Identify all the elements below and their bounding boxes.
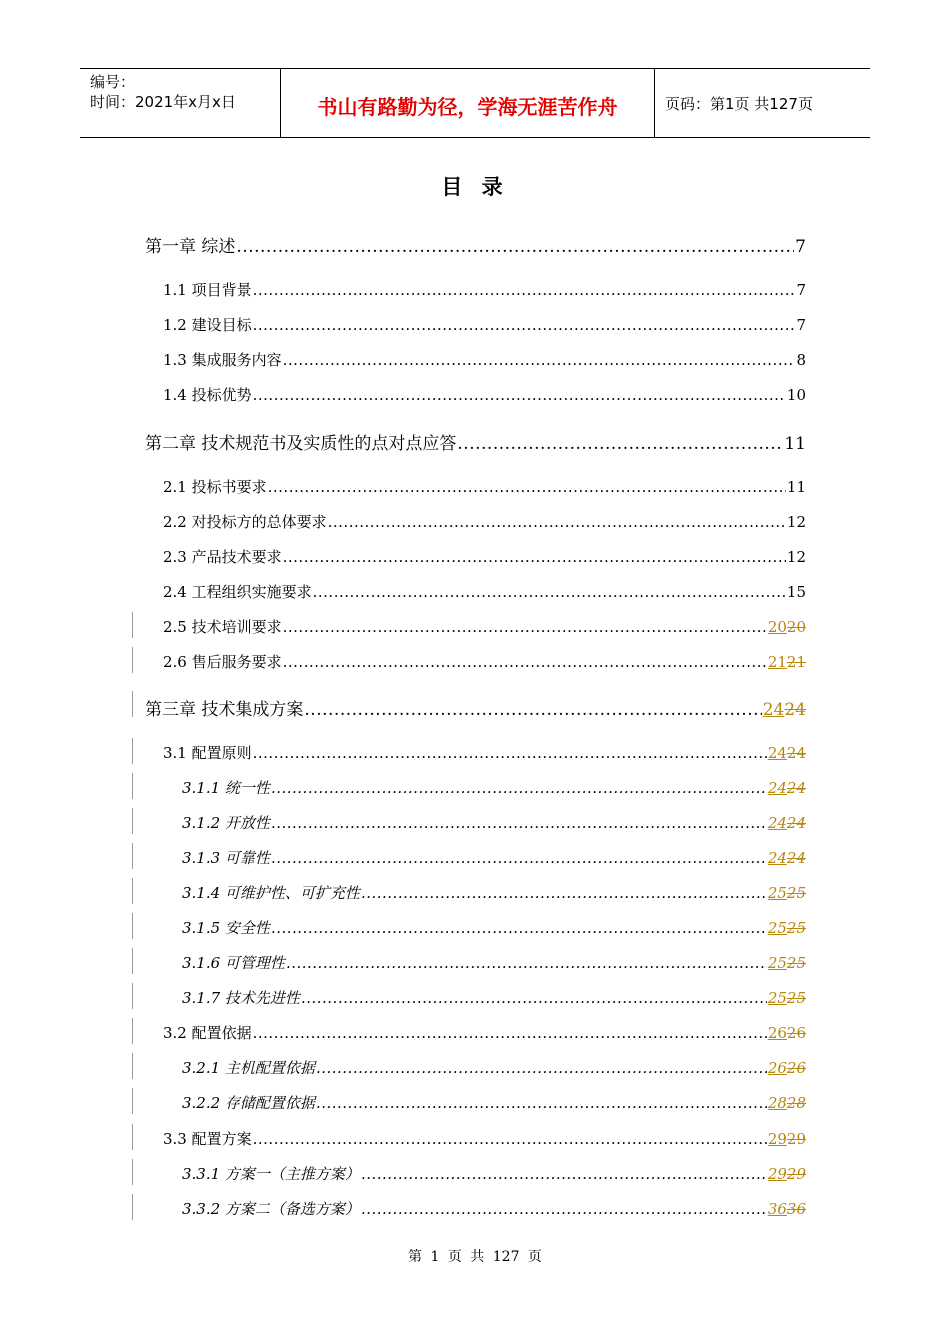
toc-entry-page bbox=[768, 653, 806, 671]
toc-entry-title: 1.2 建设目标 bbox=[163, 316, 252, 334]
toc-dot-leader bbox=[304, 700, 761, 720]
toc-entry-title: 3.3 配置方案 bbox=[163, 1130, 252, 1148]
toc-entry-title: 3.1 配置原则 bbox=[163, 744, 252, 762]
toc-dot-leader bbox=[316, 1059, 767, 1077]
header-page-info: 页码：第1页 共127页 bbox=[665, 95, 813, 113]
toc-entry-title: 第三章 技术集成方案 bbox=[145, 700, 304, 720]
toc-entry[interactable] bbox=[182, 847, 806, 869]
revision-change-bar bbox=[132, 773, 133, 799]
revision-change-bar bbox=[132, 983, 133, 1009]
toc-entry[interactable] bbox=[163, 1022, 806, 1044]
toc-entry[interactable] bbox=[182, 987, 806, 1009]
page-footer: 第 1 页 共 127 页 bbox=[408, 1249, 542, 1265]
toc-entry-page: 12 bbox=[786, 548, 806, 566]
revision-change-bar bbox=[132, 913, 133, 939]
revised-page-number: 24 bbox=[767, 779, 787, 797]
revised-page-number: 24 bbox=[762, 700, 785, 720]
toc-entry[interactable] bbox=[163, 742, 806, 764]
revision-change-bar bbox=[132, 808, 133, 834]
toc-dot-leader bbox=[253, 1130, 767, 1148]
toc-entry[interactable] bbox=[163, 581, 806, 603]
toc-entry-title: 3.2.1 主机配置依据 bbox=[182, 1059, 315, 1077]
toc-dot-leader bbox=[283, 618, 767, 636]
toc-dot-leader bbox=[361, 884, 767, 902]
toc-entry[interactable] bbox=[182, 882, 806, 904]
toc-dot-leader bbox=[361, 1165, 767, 1183]
toc-entry[interactable] bbox=[182, 1163, 806, 1185]
toc-dot-leader bbox=[361, 1200, 767, 1218]
deleted-page-number: 24 bbox=[786, 779, 806, 797]
revision-change-bar bbox=[132, 843, 133, 869]
revision-change-bar bbox=[132, 1159, 133, 1185]
toc-entry-page: 7 bbox=[796, 281, 806, 299]
revised-page-number: 29 bbox=[767, 1130, 787, 1148]
deleted-page-number: 29 bbox=[786, 1130, 806, 1148]
toc-dot-leader bbox=[328, 513, 786, 531]
toc-entry[interactable] bbox=[163, 1128, 806, 1150]
deleted-page-number: 24 bbox=[786, 849, 806, 867]
toc-entry-page: 10 bbox=[786, 386, 806, 404]
revised-page-number: 25 bbox=[767, 989, 787, 1007]
toc-entry-page: 11 bbox=[786, 478, 806, 496]
toc-entry-page bbox=[768, 989, 806, 1007]
toc-entry-title: 3.2 配置依据 bbox=[163, 1024, 252, 1042]
toc-entry[interactable] bbox=[163, 279, 806, 301]
toc-entry-title: 3.1.1 统一性 bbox=[182, 779, 270, 797]
toc-entry[interactable] bbox=[182, 1057, 806, 1079]
toc-dot-leader bbox=[283, 653, 767, 671]
toc-dot-leader bbox=[316, 1094, 767, 1112]
toc-entry-title: 第二章 技术规范书及实质性的点对点应答 bbox=[145, 434, 457, 454]
toc-entry[interactable] bbox=[163, 384, 806, 406]
toc-entry[interactable] bbox=[182, 777, 806, 799]
toc-entry-page bbox=[768, 1094, 806, 1112]
toc-entry-title: 2.4 工程组织实施要求 bbox=[163, 583, 312, 601]
deleted-page-number: 26 bbox=[786, 1059, 806, 1077]
toc-entry-title: 3.1.2 开放性 bbox=[182, 814, 270, 832]
deleted-page-number: 29 bbox=[786, 1165, 806, 1183]
toc-entry-page bbox=[768, 919, 806, 937]
revised-page-number: 24 bbox=[767, 849, 787, 867]
toc-dot-leader bbox=[253, 281, 796, 299]
toc-entry[interactable] bbox=[163, 546, 806, 568]
toc-entry-title: 3.3.2 方案二（备选方案） bbox=[182, 1200, 360, 1218]
toc-entry-title: 3.1.3 可靠性 bbox=[182, 849, 270, 867]
toc-entry-title: 1.4 投标优势 bbox=[163, 386, 252, 404]
header-motto: 书山有路勤为径，学海无涯苦作舟 bbox=[317, 95, 618, 119]
toc-entry-title: 3.1.4 可维护性、可扩充性 bbox=[182, 884, 360, 902]
deleted-page-number: 20 bbox=[786, 618, 806, 636]
revised-page-number: 29 bbox=[767, 1165, 787, 1183]
toc-entry[interactable] bbox=[163, 476, 806, 498]
toc-entry-page: 7 bbox=[796, 316, 806, 334]
toc-entry[interactable] bbox=[182, 952, 806, 974]
revised-page-number: 26 bbox=[767, 1024, 787, 1042]
toc-dot-leader bbox=[271, 849, 767, 867]
toc-entry-title: 2.1 投标书要求 bbox=[163, 478, 267, 496]
revision-change-bar bbox=[132, 948, 133, 974]
revision-change-bar bbox=[132, 1088, 133, 1114]
deleted-page-number: 25 bbox=[786, 919, 806, 937]
toc-entry-page bbox=[768, 1200, 806, 1218]
toc-dot-leader bbox=[283, 548, 786, 566]
toc-entry-title: 2.3 产品技术要求 bbox=[163, 548, 282, 566]
toc-entry-title: 第一章 综述 bbox=[145, 237, 236, 257]
toc-entry[interactable] bbox=[163, 314, 806, 336]
toc-dot-leader bbox=[271, 779, 767, 797]
deleted-page-number: 24 bbox=[786, 744, 806, 762]
toc-entry-title: 2.2 对投标方的总体要求 bbox=[163, 513, 327, 531]
toc-entry-page bbox=[768, 814, 806, 832]
deleted-page-number: 25 bbox=[786, 989, 806, 1007]
toc-entry-page: 11 bbox=[784, 434, 806, 454]
toc-entry-title: 3.1.5 安全性 bbox=[182, 919, 270, 937]
toc-dot-leader bbox=[268, 478, 786, 496]
toc-entry-title: 3.3.1 方案一（主推方案） bbox=[182, 1165, 360, 1183]
revision-change-bar bbox=[132, 612, 133, 638]
toc-entry[interactable] bbox=[145, 429, 806, 453]
revised-page-number: 21 bbox=[767, 653, 787, 671]
revision-change-bar bbox=[132, 691, 133, 717]
toc-dot-leader bbox=[253, 386, 786, 404]
toc-entry[interactable] bbox=[163, 511, 806, 533]
revised-page-number: 26 bbox=[767, 1059, 787, 1077]
deleted-page-number: 24 bbox=[784, 700, 806, 720]
toc-entry-title: 3.2.2 存储配置依据 bbox=[182, 1094, 315, 1112]
toc-entry-page: 8 bbox=[796, 351, 806, 369]
toc-entry-page bbox=[768, 849, 806, 867]
toc-entry[interactable] bbox=[145, 232, 806, 256]
toc-entry-page bbox=[768, 744, 806, 762]
revised-page-number: 20 bbox=[767, 618, 787, 636]
document-time-label: 时间：2021年x月x日 bbox=[90, 93, 236, 111]
toc-entry[interactable] bbox=[182, 812, 806, 834]
revised-page-number: 25 bbox=[767, 919, 787, 937]
revised-page-number: 28 bbox=[767, 1094, 787, 1112]
toc-entry-page bbox=[768, 1024, 806, 1042]
deleted-page-number: 25 bbox=[786, 884, 806, 902]
revised-page-number: 24 bbox=[767, 814, 787, 832]
toc-entry-page bbox=[768, 1165, 806, 1183]
revision-change-bar bbox=[132, 878, 133, 904]
deleted-page-number: 21 bbox=[786, 653, 806, 671]
revised-page-number: 25 bbox=[767, 954, 787, 972]
toc-dot-leader bbox=[313, 583, 786, 601]
toc-entry-page bbox=[768, 618, 806, 636]
toc-dot-leader bbox=[253, 316, 796, 334]
toc-entry-title: 2.6 售后服务要求 bbox=[163, 653, 282, 671]
toc-entry-page bbox=[768, 779, 806, 797]
deleted-page-number: 26 bbox=[786, 1024, 806, 1042]
toc-dot-leader bbox=[236, 237, 794, 257]
revision-change-bar bbox=[132, 647, 133, 673]
document-number-label: 编号： bbox=[90, 73, 136, 91]
toc-entry-title: 1.1 项目背景 bbox=[163, 281, 252, 299]
toc-dot-leader bbox=[301, 989, 767, 1007]
toc-entry-title: 1.3 集成服务内容 bbox=[163, 351, 282, 369]
toc-dot-leader bbox=[253, 1024, 767, 1042]
toc-entry-page bbox=[768, 954, 806, 972]
revision-change-bar bbox=[132, 1124, 133, 1150]
toc-entry-title: 2.5 技术培训要求 bbox=[163, 618, 282, 636]
toc-entry-page bbox=[768, 1059, 806, 1077]
revision-change-bar bbox=[132, 1053, 133, 1079]
toc-entry[interactable] bbox=[163, 651, 806, 673]
revision-change-bar bbox=[132, 1194, 133, 1220]
toc-entry[interactable] bbox=[145, 695, 806, 719]
toc-dot-leader bbox=[253, 744, 767, 762]
toc-dot-leader bbox=[271, 919, 767, 937]
toc-dot-leader bbox=[286, 954, 767, 972]
revised-page-number: 25 bbox=[767, 884, 787, 902]
revision-change-bar bbox=[132, 1018, 133, 1044]
toc-entry-page: 12 bbox=[786, 513, 806, 531]
toc-entry-title: 3.1.6 可管理性 bbox=[182, 954, 285, 972]
toc-title: 目 录 bbox=[441, 175, 509, 199]
revised-page-number: 24 bbox=[767, 744, 787, 762]
toc-entry[interactable] bbox=[182, 1198, 806, 1220]
toc-entry-title: 3.1.7 技术先进性 bbox=[182, 989, 300, 1007]
toc-dot-leader bbox=[283, 351, 796, 369]
toc-entry-page bbox=[768, 1130, 806, 1148]
revised-page-number: 36 bbox=[767, 1200, 787, 1218]
deleted-page-number: 28 bbox=[786, 1094, 806, 1112]
toc-entry-page: 7 bbox=[795, 237, 806, 257]
toc-entry[interactable] bbox=[163, 349, 806, 371]
deleted-page-number: 25 bbox=[786, 954, 806, 972]
deleted-page-number: 36 bbox=[786, 1200, 806, 1218]
toc-entry[interactable] bbox=[182, 917, 806, 939]
toc-dot-leader bbox=[271, 814, 767, 832]
toc-entry-page: 15 bbox=[786, 583, 806, 601]
toc-entry[interactable] bbox=[182, 1092, 806, 1114]
toc-dot-leader bbox=[457, 434, 783, 454]
deleted-page-number: 24 bbox=[786, 814, 806, 832]
toc-entry-page bbox=[763, 700, 806, 720]
revision-change-bar bbox=[132, 738, 133, 764]
toc-entry-page bbox=[768, 884, 806, 902]
toc-entry[interactable] bbox=[163, 616, 806, 638]
